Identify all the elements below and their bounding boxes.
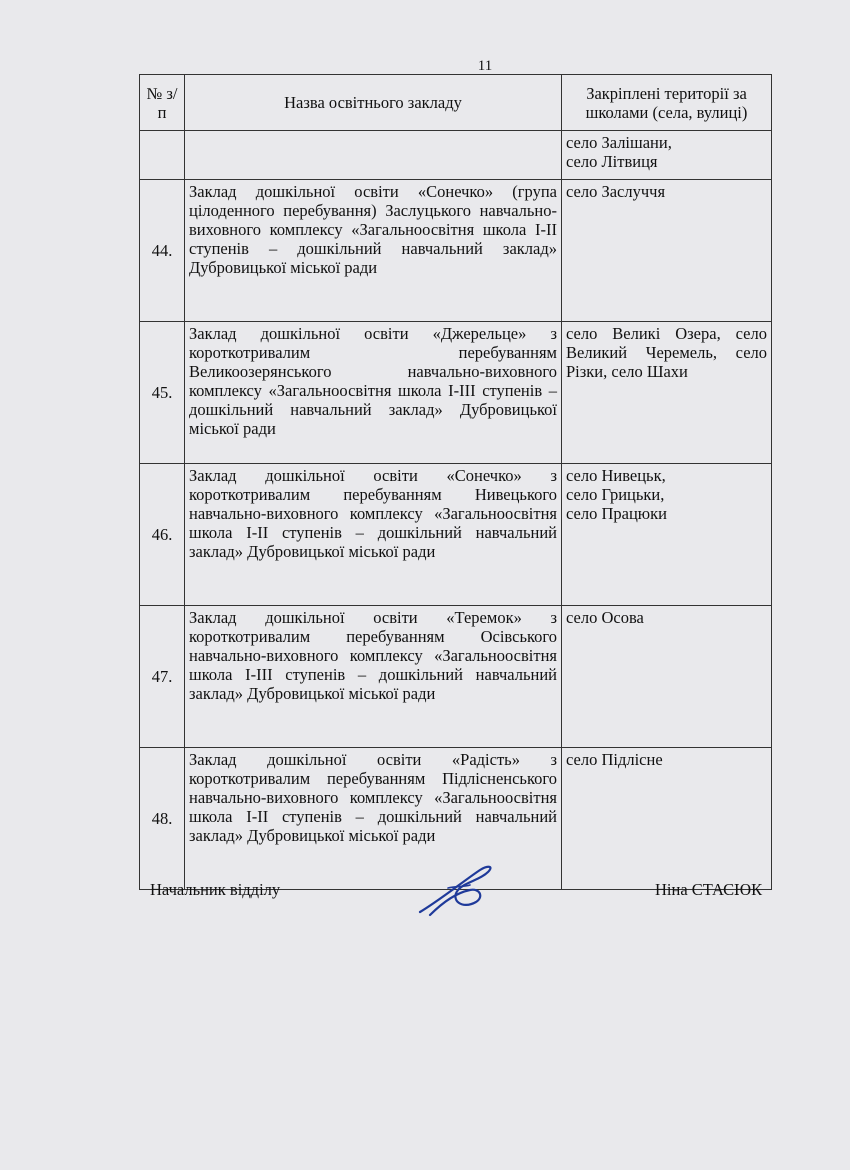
cell-territory: село Заслуччя [562, 180, 772, 322]
signer-position: Начальник відділу [150, 880, 281, 899]
signature-image [410, 860, 505, 920]
cell-name: Заклад дошкільної освіти «Сонечко» (група цілоденного перебування) Заслуцького навчально-виховного комплексу «Загальноосвітня школа І-ІІ ступенів – дошкільний навчальний заклад» Дубровицької міської ради [185, 180, 562, 322]
page-number: 11 [477, 58, 493, 74]
cell-num: 45. [140, 322, 185, 464]
table-row [140, 464, 772, 606]
cell-territory: село Залішани, село Літвиця [562, 131, 772, 180]
schools-territory-table [139, 74, 772, 890]
cell-name: Заклад дошкільної освіти «Радість» з короткотривалим перебуванням Підлісненського навчально-виховного комплексу «Загальноосвітня школа І-ІІ ступенів – дошкільний навчальний заклад» Дубровицької міської ради [185, 748, 562, 890]
cell-name: Заклад дошкільної освіти «Теремок» з короткотривалим перебуванням Осівського навчально-виховного комплексу «Загальноосвітня школа І-ІІІ ступенів – дошкільний навчальний заклад» Дубровицької міської ради [185, 606, 562, 748]
cell-name [185, 131, 562, 180]
table-row [140, 606, 772, 748]
header-name: Назва освітнього закладу [185, 75, 562, 131]
cell-num: 46. [140, 464, 185, 606]
cell-num: 44. [140, 180, 185, 322]
table-row [140, 322, 772, 464]
table-row [140, 180, 772, 322]
header-num: № з/п [140, 75, 185, 131]
signer-name: Ніна СТАСЮК [655, 880, 763, 899]
cell-territory: село Нивецьк, село Грицьки, село Працюки [562, 464, 772, 606]
cell-num: 48. [140, 748, 185, 890]
cell-territory: село Підлісне [562, 748, 772, 890]
cell-territory: село Великі Озера, село Великий Черемель, село Різки, село Шахи [562, 322, 772, 464]
cell-num [140, 131, 185, 180]
header-territory: Закріплені території за школами (села, вулиці) [562, 75, 772, 131]
cell-territory: село Осова [562, 606, 772, 748]
cell-num: 47. [140, 606, 185, 748]
table-row-continuation [140, 131, 772, 180]
table-header-row [140, 75, 772, 131]
cell-name: Заклад дошкільної освіти «Сонечко» з короткотривалим перебуванням Нивецького навчально-виховного комплексу «Загальноосвітня школа І-ІІ ступенів – дошкільний навчальний заклад» Дубровицької міської ради [185, 464, 562, 606]
cell-name: Заклад дошкільної освіти «Джерельце» з короткотривалим перебуванням Великоозерянського навчально-виховного комплексу «Загальноосвітня школа І-ІІІ ступенів – дошкільний навчальний заклад» Дубровицької міської ради [185, 322, 562, 464]
